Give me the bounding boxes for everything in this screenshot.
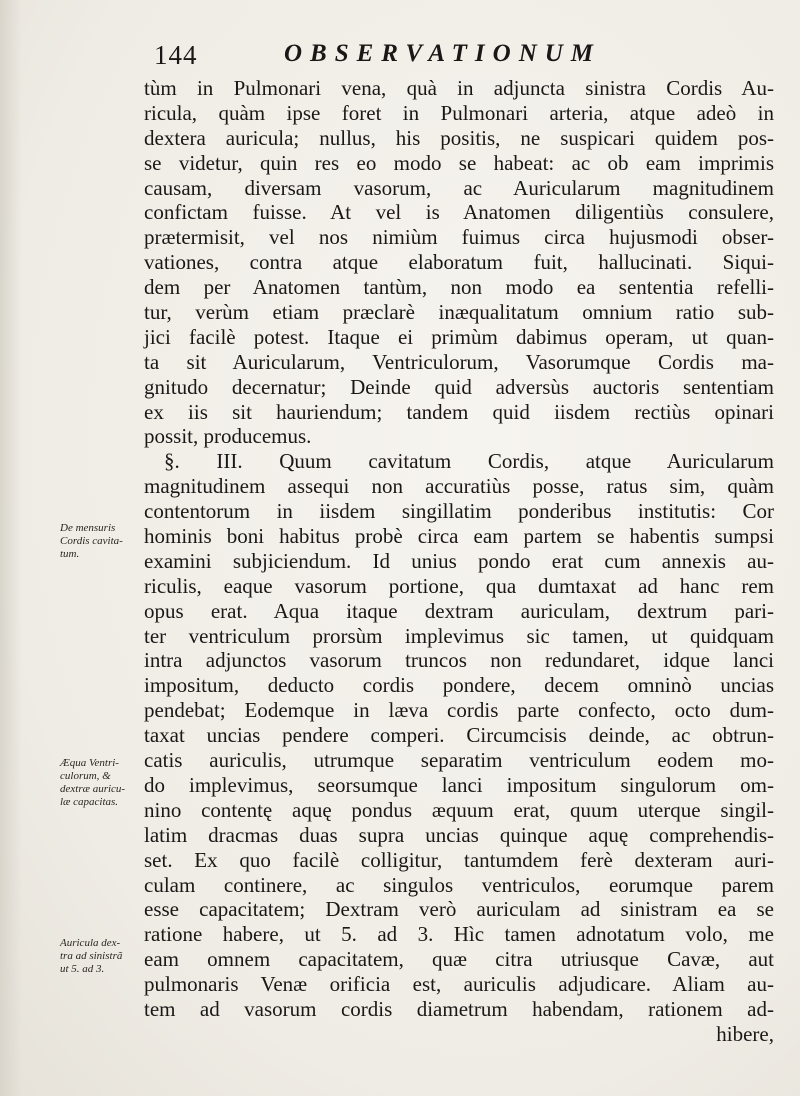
running-head: OBSERVATIONUM [284, 40, 602, 67]
margin-note-line: ut 5. ad 3. [60, 963, 105, 975]
body-line: dem per Anatomen tantùm, non modo ea sententia refelli- [144, 275, 774, 300]
body-text [144, 76, 774, 1047]
margin-note-line: dextræ auricu- [60, 783, 126, 795]
body-line: ricula, quàm ipse foret in Pulmonari arteria, atque adeò in [144, 100, 774, 125]
body-line: intra adjunctos vasorum truncos non redundaret, idque lanci [144, 648, 774, 673]
margin-note-auricula [60, 937, 152, 976]
margin-note-line: tra ad sinistrã [60, 950, 123, 962]
body-line: latim dracmas duas supra uncias quinque aquę comprehendis- [144, 822, 774, 847]
margin-note-line: De mensuris [60, 522, 116, 534]
body-line: tem ad vasorum cordis diametrum habendam, rationem ad- [144, 996, 774, 1021]
body-line: contentorum in iisdem singillatim ponderibus institutis: Cor [144, 499, 774, 524]
body-line: ta sit Auricularum, Ventriculorum, Vasorumque Cordis ma- [144, 349, 774, 374]
page-number: 144 [154, 40, 198, 70]
body-line: prætermisit, vel nos nimiùm fuimus circa hujusmodi obser- [144, 225, 774, 250]
body-line: do implevimus, seorsumque lanci impositum singulorum om- [144, 772, 774, 797]
body-line: magnitudinem assequi non accuratiùs posse, ratus sim, quàm [144, 474, 774, 499]
body-line: possit, producemus. [144, 424, 312, 449]
body-line: ter ventriculum prorsùm implevimus sic tamen, ut quidquam [144, 623, 774, 648]
body-line: jici facilè potest. Itaque ei primùm dabimus operam, ut quan- [144, 324, 774, 349]
margin-note-line: culorum, & [60, 770, 111, 782]
body-line: dextera auricula; nullus, his positis, ne suspicari quidem pos- [144, 125, 774, 150]
body-line: esse capacitatem; Dextram verò auriculam ad sinistram ea se [144, 897, 774, 922]
section-heading-line: §. III. Quum cavitatum Cordis, atque Auricularum [164, 449, 774, 474]
body-line: hibere, [716, 1021, 774, 1046]
body-line: vationes, contra atque elaboratum fuit, hallucinati. Siqui- [144, 250, 774, 275]
body-line: ratione habere, ut 5. ad 3. Hìc tamen adnotatum volo, me [144, 922, 774, 947]
body-line: tur, verùm etiam præclarè inæqualitatum omnium ratio sub- [144, 300, 774, 325]
body-line: tùm in Pulmonari vena, quà in adjuncta sinistra Cordis Au- [144, 76, 774, 100]
body-line: examini subjiciendum. Id unius pondo erat cum annexis au- [144, 548, 774, 573]
body-line: gnitudo decernatur; Deinde quid adversùs auctoris sententiam [144, 374, 774, 399]
body-line: catis auriculis, utrumque separatim ventriculum eodem mo- [144, 748, 774, 773]
body-line: ex iis sit hauriendum; tandem quid iisdem rectiùs opinari [144, 399, 774, 424]
margin-note-line: Æqua Ventri- [60, 757, 119, 769]
margin-note-mensuris [60, 522, 152, 561]
margin-note-line: Auricula dex- [60, 937, 121, 949]
body-line: riculis, eaque vasorum portione, qua dumtaxat ad hanc rem [144, 573, 774, 598]
body-line: taxat uncias pendere comperi. Circumcisis deinde, ac obtrun- [144, 723, 774, 748]
body-line: nino contentę aquę pondus æquum erat, quum uterque singil- [144, 797, 774, 822]
body-line: impositum, deducto cordis pondere, decem omninò uncias [144, 673, 774, 698]
body-line: eam omnem capacitatem, quæ citra utriusque Cavæ, aut [144, 947, 774, 972]
body-line: pendebat; Eodemque in læva cordis parte confecto, octo dum- [144, 698, 774, 723]
body-line: causam, diversam vasorum, ac Auricularum magnitudinem [144, 175, 774, 200]
body-line: opus erat. Aqua itaque dextram auriculam, dextrum pari- [144, 598, 774, 623]
body-line: confictam fuisse. At vel is Anatomen diligentiùs consulere, [144, 200, 774, 225]
margin-note-line: læ capacitas. [60, 796, 119, 808]
margin-note-line: Cordis cavita- [60, 535, 123, 547]
page-header [154, 38, 774, 78]
page-edge-shadow [0, 0, 22, 1096]
body-line: pulmonaris Venæ orificia est, auriculis adjudicare. Aliam au- [144, 972, 774, 997]
body-line: set. Ex quo facilè colligitur, tantumdem ferè dexteram auri- [144, 847, 774, 872]
margin-note-line: tum. [60, 548, 80, 560]
margin-note-capacitas [60, 757, 152, 809]
body-line: culam continere, ac singulos ventriculos, eorumque parem [144, 872, 774, 897]
body-line: hominis boni habitus probè circa eam partem se habentis sumpsi [144, 524, 774, 549]
body-line: se videtur, quin res eo modo se habeat: ac ob eam imprimis [144, 150, 774, 175]
